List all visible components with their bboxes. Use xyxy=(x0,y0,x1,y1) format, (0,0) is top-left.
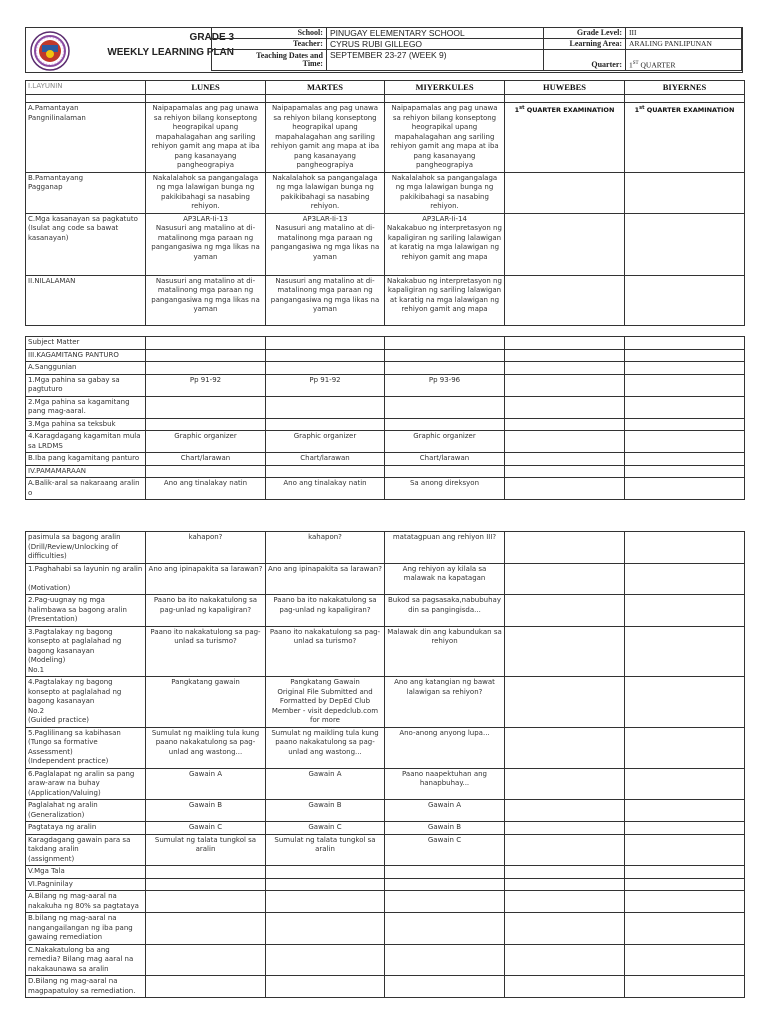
row-label: IV.PAMAMARAAN xyxy=(26,465,146,478)
header-info-table xyxy=(211,27,742,71)
row-cell: Sumulat ng talata tungkol sa aralin xyxy=(146,834,266,866)
row-cell: Graphic organizer xyxy=(146,431,266,453)
grade-level-label: Grade Level: xyxy=(543,28,625,39)
row-cell xyxy=(385,878,505,891)
quarter-value xyxy=(626,50,742,71)
row-label: Pagtataya ng aralin xyxy=(26,822,146,835)
row-cell xyxy=(505,677,625,728)
table-row xyxy=(26,891,745,913)
table-row xyxy=(26,768,745,800)
row-cell xyxy=(385,337,505,350)
row-cell: Ang rehiyon ay kilala sa malawak na kapatagan xyxy=(385,563,505,595)
row-cell: Paano ito nakakatulong sa pag-unlad sa turismo? xyxy=(146,626,266,677)
row-cell: Gawain A xyxy=(266,768,385,800)
exam-cell xyxy=(625,213,745,275)
table-row xyxy=(26,349,745,362)
row-cell xyxy=(505,866,625,879)
row-cell: Ano ang katangian ng bawat lalawigan sa rehiyon? xyxy=(385,677,505,728)
dates-label-line2: Time: xyxy=(302,59,323,68)
row-cell: Ano ang ipinapakita sa larawan? xyxy=(146,563,266,595)
row-cell: Gawain C xyxy=(266,822,385,835)
row-cell xyxy=(625,453,745,466)
row-cell xyxy=(625,396,745,418)
exam-cell xyxy=(625,275,745,325)
row-label: 1.Paghahabi sa layunin ng aralin (Motivation) xyxy=(26,563,146,595)
row-cell xyxy=(505,944,625,976)
table-row xyxy=(26,453,745,466)
row-cell xyxy=(266,418,385,431)
table-row xyxy=(26,944,745,976)
row-label: 4.Karagdagang kagamitan mula sa LRDMS xyxy=(26,431,146,453)
row-cell: Pp 91-92 xyxy=(146,374,266,396)
row-cell: Sumulat ng maikling tula kung paano nakakatulong sa pag-unlad ang wastong... xyxy=(266,727,385,768)
row-cell xyxy=(266,891,385,913)
table-row xyxy=(26,595,745,627)
row-label: Paglalahat ng aralin (Generalization) xyxy=(26,800,146,822)
row-cell xyxy=(505,891,625,913)
row-cell xyxy=(146,944,266,976)
row-cell: Nasusuri ang matalino at di-matalinong mga paraan ng pangangasiwa ng mga likas na yaman xyxy=(146,275,266,325)
row-cell xyxy=(505,532,625,564)
learning-area-value: ARALING PANLIPUNAN xyxy=(626,39,742,50)
row-cell xyxy=(625,891,745,913)
day-header: MIYERKULES xyxy=(385,81,505,95)
row-cell xyxy=(385,362,505,375)
row-label: C.Mga kasanayan sa pagkatuto (Isulat ang code sa bawat kasanayan) xyxy=(26,213,146,275)
exam-cell xyxy=(505,275,625,325)
table-row xyxy=(26,532,745,564)
quarter-word: QUARTER xyxy=(640,60,676,69)
row-cell: Gawain B xyxy=(266,800,385,822)
day-header: MARTES xyxy=(266,81,385,95)
row-label: 4.Pagtalakay ng bagong konsepto at paglalahad ng bagong kasanayan No.2 (Guided practice) xyxy=(26,677,146,728)
table-row xyxy=(26,626,745,677)
row-cell xyxy=(146,349,266,362)
row-cell xyxy=(505,834,625,866)
row-cell xyxy=(505,976,625,998)
table-row xyxy=(26,396,745,418)
row-cell xyxy=(505,374,625,396)
row-cell: AP3LAR-Ii-14 Nakakabuo ng interpretasyon ng kapaligiran ng sariling lalawigan at karatig na mga lalawigan ng rehiyon gamit ang mapa xyxy=(385,213,505,275)
row-cell: Chart/larawan xyxy=(266,453,385,466)
table-row xyxy=(26,172,745,213)
row-cell xyxy=(505,349,625,362)
row-cell xyxy=(625,431,745,453)
row-cell: kahapon? xyxy=(266,532,385,564)
row-cell xyxy=(266,913,385,945)
row-label: II.NILALAMAN xyxy=(26,275,146,325)
row-cell xyxy=(385,944,505,976)
row-cell xyxy=(625,478,745,500)
table-row xyxy=(26,103,745,173)
row-cell xyxy=(625,944,745,976)
deped-seal-icon xyxy=(30,31,70,71)
row-cell xyxy=(505,626,625,677)
row-cell xyxy=(385,976,505,998)
row-cell xyxy=(625,834,745,866)
learning-area-label: Learning Area: xyxy=(543,39,625,50)
row-cell xyxy=(625,362,745,375)
table-row xyxy=(26,418,745,431)
row-cell xyxy=(266,362,385,375)
row-cell xyxy=(266,878,385,891)
day-header: LUNES xyxy=(146,81,266,95)
table-row xyxy=(26,976,745,998)
row-cell xyxy=(625,800,745,822)
row-cell xyxy=(625,866,745,879)
row-cell xyxy=(385,418,505,431)
row-label: B.Pamantayang Pagganap xyxy=(26,172,146,213)
row-cell xyxy=(505,595,625,627)
table-row xyxy=(26,431,745,453)
exam-num: 1 xyxy=(514,106,520,115)
row-cell: Sumulat ng talata tungkol sa aralin xyxy=(266,834,385,866)
table-row xyxy=(26,677,745,728)
row-cell xyxy=(266,866,385,879)
row-label: D.Bilang ng mag-aaral na magpapatuloy sa remediation. xyxy=(26,976,146,998)
row-cell xyxy=(385,913,505,945)
row-cell: AP3LAR-Ii-13 Nasusuri ang matalino at di-matalinong mga paraan ng pangangasiwa ng mga likas na yaman xyxy=(266,213,385,275)
row-cell: Gawain B xyxy=(146,800,266,822)
row-cell xyxy=(146,891,266,913)
row-label: B.Iba pang kagamitang panturo xyxy=(26,453,146,466)
table-row xyxy=(26,866,745,879)
quarter-label: Quarter: xyxy=(543,50,625,71)
row-cell: Chart/larawan xyxy=(146,453,266,466)
row-cell: Graphic organizer xyxy=(266,431,385,453)
row-cell: Gawain C xyxy=(146,822,266,835)
row-label: A.Pamantayan Pangnilinalaman xyxy=(26,103,146,173)
row-cell xyxy=(505,337,625,350)
row-label: 6.Paglalapat ng aralin sa pang araw-araw na buhay (Application/Valuing) xyxy=(26,768,146,800)
row-cell: Pp 91-92 xyxy=(266,374,385,396)
row-cell xyxy=(625,374,745,396)
row-cell: Sumulat ng maikling tula kung paano nakakatulong sa pag-unlad ang wastong... xyxy=(146,727,266,768)
row-cell xyxy=(146,418,266,431)
row-label: A.Balik-aral sa nakaraang aralin o xyxy=(26,478,146,500)
dates-value: SEPTEMBER 23-27 (WEEK 9) xyxy=(326,50,543,71)
row-cell xyxy=(625,595,745,627)
row-cell xyxy=(505,431,625,453)
row-cell: Pangkatang gawain xyxy=(146,677,266,728)
row-cell xyxy=(146,878,266,891)
table-row xyxy=(26,374,745,396)
table-row xyxy=(26,822,745,835)
row-cell xyxy=(505,563,625,595)
row-cell xyxy=(385,349,505,362)
row-cell xyxy=(625,976,745,998)
row-label: C.Nakakatulong ba ang remedia? Bilang mag aaral na nakakaunawa sa aralin xyxy=(26,944,146,976)
row-cell xyxy=(625,768,745,800)
row-cell xyxy=(266,976,385,998)
row-cell: Nakakabuo ng interpretasyon ng kapaligiran ng sariling lalawigan at karatig na mga lalawigan ng rehiyon gamit ang mapa xyxy=(385,275,505,325)
row-label: Subject Matter xyxy=(26,337,146,350)
school-value: PINUGAY ELEMENTARY SCHOOL xyxy=(326,28,543,39)
procedure-table xyxy=(25,531,745,998)
row-cell: Pangkatang Gawain Original File Submitted and Formatted by DepEd Club Member - visit depedclub.com for more xyxy=(266,677,385,728)
row-cell xyxy=(625,532,745,564)
row-cell: Malawak din ang kabundukan sa rehiyon xyxy=(385,626,505,677)
exam-num: 1 xyxy=(634,106,640,115)
exam-text: QUARTER EXAMINATION xyxy=(526,106,615,115)
row-label: 2.Mga pahina sa kagamitang pang mag-aaral. xyxy=(26,396,146,418)
table-row xyxy=(26,834,745,866)
row-cell: Paano ito nakakatulong sa pag-unlad sa turismo? xyxy=(266,626,385,677)
row-cell xyxy=(505,362,625,375)
row-cell: Graphic organizer xyxy=(385,431,505,453)
row-cell xyxy=(625,418,745,431)
row-cell xyxy=(266,396,385,418)
day-header: BIYERNES xyxy=(625,81,745,95)
table-row xyxy=(26,727,745,768)
row-cell xyxy=(505,465,625,478)
row-cell: Bukod sa pagsasaka,nabubuhay din sa pangingisda... xyxy=(385,595,505,627)
row-cell xyxy=(625,822,745,835)
row-cell xyxy=(146,976,266,998)
row-cell xyxy=(505,727,625,768)
table-row xyxy=(26,362,745,375)
table-row xyxy=(26,275,745,325)
row-cell: Gawain C xyxy=(385,834,505,866)
row-cell: Nakalalahok sa pangangalaga ng mga lalawigan bunga ng pakikibahagi sa nasabing rehiyon. xyxy=(146,172,266,213)
row-cell xyxy=(266,349,385,362)
row-cell xyxy=(266,465,385,478)
quarter-num: 1 xyxy=(629,60,633,69)
table-row xyxy=(26,465,745,478)
row-cell: Sa anong direksyon xyxy=(385,478,505,500)
row-cell xyxy=(505,822,625,835)
row-cell: Paano naapektuhan ang hanapbuhay... xyxy=(385,768,505,800)
row-label: Karagdagang gawain para sa takdang aralin (assignment) xyxy=(26,834,146,866)
row-cell xyxy=(625,727,745,768)
row-cell xyxy=(625,626,745,677)
table-row xyxy=(26,878,745,891)
row-cell xyxy=(266,944,385,976)
row-cell: Ano ang ipinapakita sa larawan? xyxy=(266,563,385,595)
row-cell xyxy=(385,396,505,418)
day-header: HUWEBES xyxy=(505,81,625,95)
row-cell xyxy=(146,465,266,478)
row-label: V.Mga Tala xyxy=(26,866,146,879)
table-row xyxy=(26,337,745,350)
row-cell xyxy=(505,878,625,891)
row-label: B.bilang ng mag-aaral na nangangailangan ng iba pang gawaing remediation xyxy=(26,913,146,945)
row-cell: Naipapamalas ang pag unawa sa rehiyon bilang konseptong heograpikal upang mapahalagahan ang sariling rehiyon gamit ang mapa at iba pang kasanayang pangheograpiya xyxy=(266,103,385,173)
exam-cell xyxy=(505,213,625,275)
row-cell: AP3LAR-Ii-13 Nasusuri ang matalino at di-matalinong mga paraan ng pangangasiwa ng mga likas na yaman xyxy=(146,213,266,275)
row-label: 3.Mga pahina sa teksbuk xyxy=(26,418,146,431)
row-cell xyxy=(385,891,505,913)
row-label: A.Bilang ng mag-aaral na nakakuha ng 80% sa pagtataya xyxy=(26,891,146,913)
row-cell xyxy=(505,913,625,945)
row-cell: Ano ang tinalakay natin xyxy=(266,478,385,500)
dates-label-line1: Teaching Dates and xyxy=(256,51,323,60)
row-label: III.KAGAMITANG PANTURO xyxy=(26,349,146,362)
exam-sup: st xyxy=(519,105,525,111)
row-cell: Paano ba ito nakakatulong sa pag-unlad ng kapaligiran? xyxy=(146,595,266,627)
teacher-value: CYRUS RUBI GILLEGO xyxy=(326,39,543,50)
row-label: 2.Pag-uugnay ng mga halimbawa sa bagong aralin (Presentation) xyxy=(26,595,146,627)
table-row xyxy=(26,478,745,500)
row-cell xyxy=(625,913,745,945)
row-cell: Naipapamalas ang pag unawa sa rehiyon bilang konseptong heograpikal upang mapahalagahan ang sariling rehiyon gamit ang mapa at iba pang kasanayang pangheograpiya xyxy=(146,103,266,173)
teacher-label: Teacher: xyxy=(212,39,327,50)
row-label: pasimula sa bagong aralin (Drill/Review/Unlocking of difficulties) xyxy=(26,532,146,564)
row-cell xyxy=(505,453,625,466)
grade-level-value: III xyxy=(626,28,742,39)
row-cell xyxy=(146,866,266,879)
row-cell xyxy=(625,878,745,891)
row-cell xyxy=(385,465,505,478)
row-cell xyxy=(625,465,745,478)
row-cell: Ano-anong anyong lupa... xyxy=(385,727,505,768)
row-cell xyxy=(505,418,625,431)
table-row xyxy=(26,913,745,945)
dates-label xyxy=(212,50,327,71)
row-cell: Nakalalahok sa pangangalaga ng mga lalawigan bunga ng pakikibahagi sa nasabing rehiyon. xyxy=(266,172,385,213)
row-cell: Paano ba ito nakakatulong sa pag-unlad ng kapaligiran? xyxy=(266,595,385,627)
row-cell xyxy=(625,563,745,595)
row-cell xyxy=(505,768,625,800)
exam-text: QUARTER EXAMINATION xyxy=(646,106,735,115)
exam-cell xyxy=(505,103,625,173)
row-cell: Gawain A xyxy=(385,800,505,822)
row-cell xyxy=(385,866,505,879)
materials-table xyxy=(25,336,745,500)
row-cell: kahapon? xyxy=(146,532,266,564)
objectives-table xyxy=(25,80,745,326)
row-label: 1.Mga pahina sa gabay sa pagtuturo xyxy=(26,374,146,396)
exam-cell xyxy=(625,103,745,173)
row-cell xyxy=(505,478,625,500)
row-cell: Pp 93-96 xyxy=(385,374,505,396)
row-cell xyxy=(505,800,625,822)
row-cell xyxy=(146,396,266,418)
exam-cell xyxy=(505,172,625,213)
row-cell xyxy=(625,349,745,362)
row-cell: Nakalalahok sa pangangalaga ng mga lalawigan bunga ng pakikibahagi sa nasabing rehiyon. xyxy=(385,172,505,213)
row-cell: Gawain A xyxy=(146,768,266,800)
row-cell: Naipapamalas ang pag unawa sa rehiyon bilang konseptong heograpikal upang mapahalagahan ang sariling rehiyon gamit ang mapa at iba pang kasanayang pangheograpiya xyxy=(385,103,505,173)
row-cell: matatagpuan ang rehiyon III? xyxy=(385,532,505,564)
row-cell: Nasusuri ang matalino at di-matalinong mga paraan ng pangangasiwa ng mga likas na yaman xyxy=(266,275,385,325)
row-label: VI.Pagninilay xyxy=(26,878,146,891)
table-row xyxy=(26,800,745,822)
exam-cell xyxy=(625,172,745,213)
table-row xyxy=(26,213,745,275)
row-cell: Chart/larawan xyxy=(385,453,505,466)
grade-title: GRADE 3 xyxy=(189,32,234,43)
row-cell xyxy=(625,677,745,728)
row-label: 5.Paglilinang sa kabihasan (Tungo sa formative Assessment) (Independent practice) xyxy=(26,727,146,768)
school-label: School: xyxy=(212,28,327,39)
row-cell xyxy=(146,362,266,375)
row-label: 3.Pagtalakay ng bagong konsepto at paglalahad ng bagong kasanayan (Modeling) No.1 xyxy=(26,626,146,677)
row-cell xyxy=(146,913,266,945)
row-cell: Ano ang tinalakay natin xyxy=(146,478,266,500)
row-cell xyxy=(505,396,625,418)
row-label: A.Sanggunian xyxy=(26,362,146,375)
layunin-header: I.LAYUNIN xyxy=(26,81,146,95)
row-cell xyxy=(266,337,385,350)
table-row xyxy=(26,563,745,595)
exam-sup: st xyxy=(639,105,645,111)
row-cell xyxy=(625,337,745,350)
row-cell xyxy=(146,337,266,350)
row-cell: Gawain B xyxy=(385,822,505,835)
plan-title: WEEKLY LEARNING PLAN xyxy=(107,47,234,58)
quarter-sup: ST xyxy=(632,60,639,66)
plan-header xyxy=(25,27,743,73)
